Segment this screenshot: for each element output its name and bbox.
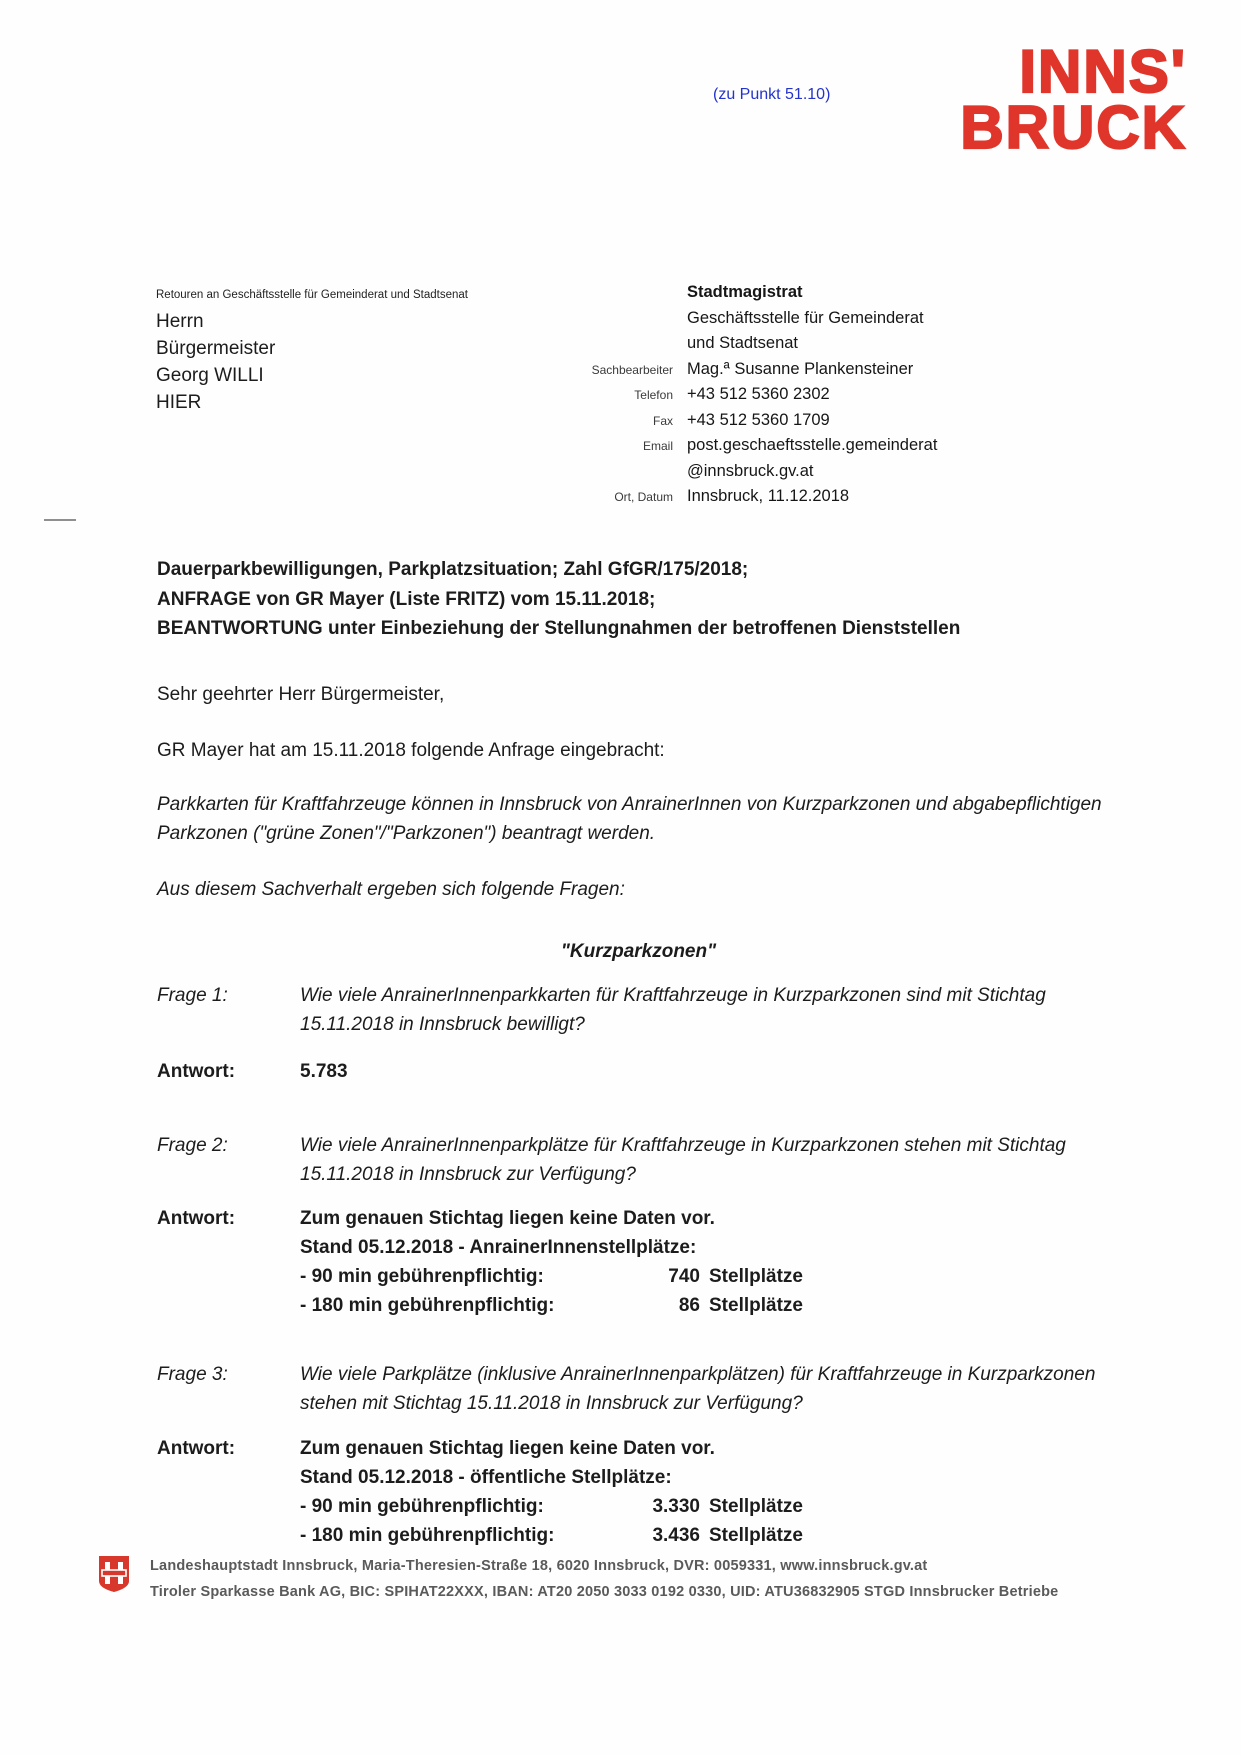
footer-text — [150, 1553, 1058, 1605]
sender-row — [495, 309, 1135, 335]
answer-1-label: Antwort: — [157, 1061, 236, 1082]
sender-info-block — [495, 283, 1135, 513]
stat-label: - 180 min gebührenpflichtig: — [300, 1295, 555, 1316]
answer-2 — [157, 1204, 1142, 1320]
question-1-text: Wie viele AnrainerInnenparkkarten für Kraftfahrzeuge in Kurzparkzonen sind mit Stichtag 15.11.2018 in Innsbruck bewilligt? — [300, 985, 1046, 1035]
footer-line-2: Tiroler Sparkasse Bank AG, BIC: SPIHAT22XXX, IBAN: AT20 2050 3033 0192 0330, UID: ATU36832905 STGD Innsbrucker Betriebe — [150, 1584, 1059, 1600]
clerk-label: Sachbearbeiter — [591, 362, 673, 377]
email-address-line1: post.geschaeftsstelle.gemeinderat — [687, 436, 938, 454]
footer-line-1: Landeshauptstadt Innsbruck, Maria-Theresien-Straße 18, 6020 Innsbruck, DVR: 0059331, www.innsbruck.gv.at — [150, 1558, 928, 1574]
sender-row — [495, 411, 1135, 437]
intro-paragraph: GR Mayer hat am 15.11.2018 folgende Anfrage eingebracht: — [157, 740, 665, 761]
stat-unit: Stellplätze — [709, 1266, 803, 1287]
stat-label: - 180 min gebührenpflichtig: — [300, 1525, 555, 1546]
question-2 — [157, 1131, 1142, 1189]
subject-line: Dauerparkbewilligungen, Parkplatzsituation; Zahl GfGR/175/2018; — [157, 559, 749, 580]
phone-label: Telefon — [634, 388, 673, 402]
answer-2-stat-row — [300, 1291, 1135, 1320]
salutation: Sehr geehrter Herr Bürgermeister, — [157, 684, 445, 705]
fold-mark — [44, 519, 76, 521]
subject-block — [157, 555, 1142, 644]
stat-value: 3.436 — [652, 1525, 700, 1546]
place-and-date: Innsbruck, 11.12.2018 — [687, 487, 850, 505]
recipient-address-block — [156, 289, 468, 416]
sender-row — [495, 436, 1135, 462]
answer-3-stat-row — [300, 1492, 1135, 1521]
logo-line-1: INNS' — [1019, 38, 1187, 105]
footer-block — [98, 1553, 1058, 1605]
answer-2-stat-row — [300, 1262, 1135, 1291]
email-label: Email — [642, 439, 673, 453]
recipient-line: Georg WILLI — [156, 365, 264, 386]
phone-number: +43 512 5360 2302 — [687, 385, 830, 403]
subject-line: ANFRAGE von GR Mayer (Liste FRITZ) vom 15.11.2018; — [157, 588, 656, 610]
answer-2-line: Stand 05.12.2018 - AnrainerInnenstellplätze: — [300, 1237, 697, 1258]
innsbruck-coat-of-arms-icon — [98, 1555, 130, 1593]
sender-department-line: und Stadtsenat — [687, 334, 799, 352]
clerk-name: Mag.ª Susanne Plankensteiner — [687, 359, 914, 378]
sender-row — [495, 334, 1135, 360]
sender-row — [495, 360, 1135, 386]
question-3-label: Frage 3: — [157, 1364, 228, 1385]
logo-line-2: BRUCK — [960, 94, 1187, 161]
email-address-line2: @innsbruck.gv.at — [687, 461, 814, 480]
quoted-inquiry-paragraph: Parkkarten für Kraftfahrzeuge können in Innsbruck von AnrainerInnen von Kurzparkzonen und abgabepflichtigen Parkzonen ("grüne Zonen"/"Parkzonen") beantragt werden. — [157, 794, 1102, 844]
innsbruck-logo — [960, 38, 1187, 161]
answer-3-body — [300, 1434, 1135, 1550]
answer-2-label: Antwort: — [157, 1208, 236, 1229]
question-1 — [157, 981, 1142, 1039]
sender-row — [495, 487, 1135, 513]
answer-1 — [157, 1057, 1142, 1086]
answer-3-label: Antwort: — [157, 1438, 236, 1459]
sender-row — [495, 385, 1135, 411]
fax-number: +43 512 5360 1709 — [687, 410, 830, 429]
stat-value: 740 — [668, 1266, 700, 1287]
question-1-label: Frage 1: — [157, 985, 228, 1006]
stat-value: 3.330 — [652, 1496, 700, 1517]
answer-1-value: 5.783 — [300, 1061, 348, 1082]
stat-label: - 90 min gebührenpflichtig: — [300, 1496, 544, 1517]
date-label: Ort, Datum — [614, 490, 673, 504]
stat-value: 86 — [678, 1295, 700, 1316]
return-address-note: Retouren an Geschäftsstelle für Gemeinderat und Stadtsenat — [156, 289, 468, 301]
subject-line: BEANTWORTUNG unter Einbeziehung der Stellungnahmen der betroffenen Dienststellen — [157, 618, 961, 639]
question-2-label: Frage 2: — [157, 1135, 228, 1156]
answer-2-body — [300, 1204, 1135, 1320]
question-3 — [157, 1360, 1142, 1418]
stat-unit: Stellplätze — [709, 1525, 803, 1546]
recipient-line: Herrn — [156, 311, 204, 332]
sender-row — [495, 283, 1135, 309]
answer-3-stat-row — [300, 1521, 1135, 1550]
question-2-text: Wie viele AnrainerInnenparkplätze für Kraftfahrzeuge in Kurzparkzonen stehen mit Stichtag 15.11.2018 in Innsbruck zur Verfügung? — [300, 1135, 1066, 1185]
answer-3 — [157, 1434, 1142, 1550]
recipient-line: HIER — [156, 392, 202, 413]
fax-label: Fax — [652, 413, 673, 428]
stat-unit: Stellplätze — [709, 1496, 803, 1517]
sender-row — [495, 462, 1135, 488]
questions-intro: Aus diesem Sachverhalt ergeben sich folgende Fragen: — [157, 879, 625, 900]
stat-label: - 90 min gebührenpflichtig: — [300, 1266, 544, 1287]
answer-3-line: Stand 05.12.2018 - öffentliche Stellplätze: — [300, 1467, 672, 1488]
section-title: "Kurzparkzonen" — [560, 941, 717, 962]
stat-unit: Stellplätze — [709, 1295, 803, 1316]
answer-3-line: Zum genauen Stichtag liegen keine Daten vor. — [300, 1438, 715, 1459]
reference-note: (zu Punkt 51.10) — [713, 86, 831, 103]
answer-2-line: Zum genauen Stichtag liegen keine Daten vor. — [300, 1208, 715, 1229]
question-3-text: Wie viele Parkplätze (inklusive AnrainerInnenparkplätzen) für Kraftfahrzeuge in Kurzparkzonen stehen mit Stichtag 15.11.2018 in Innsbruck zur Verfügung? — [300, 1364, 1096, 1414]
sender-office-name: Stadtmagistrat — [687, 283, 803, 301]
sender-department-line: Geschäftsstelle für Gemeinderat — [687, 308, 924, 327]
recipient-line: Bürgermeister — [156, 338, 276, 359]
